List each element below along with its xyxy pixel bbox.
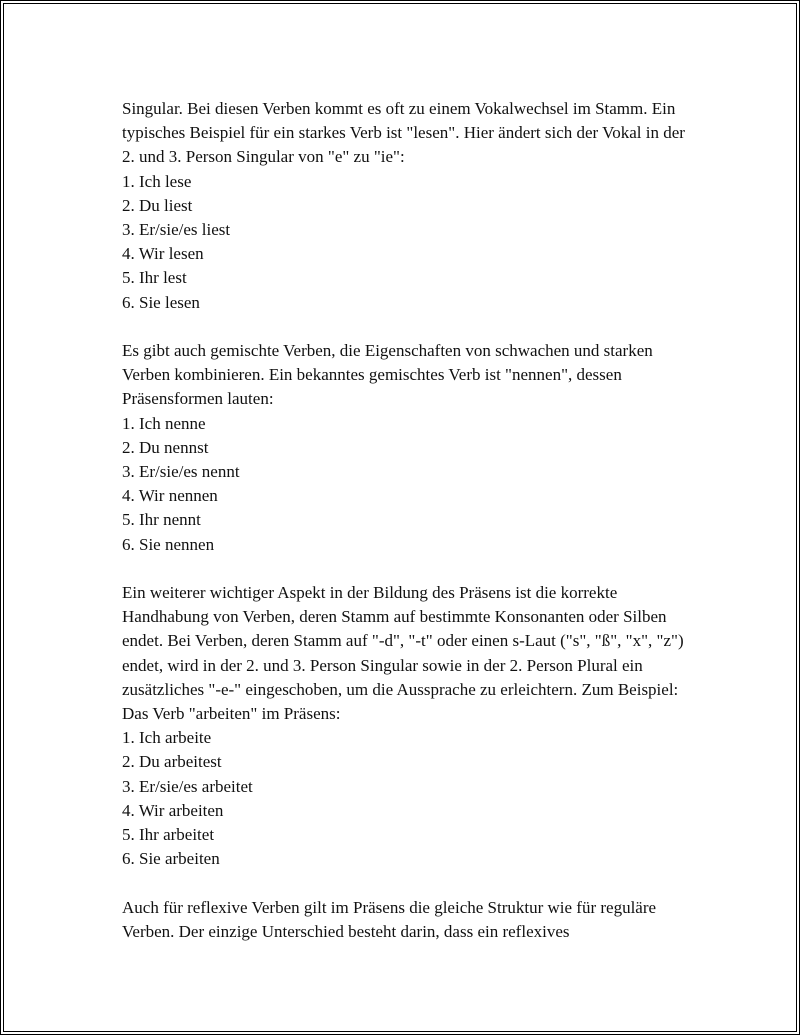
conjugation-list-lesen [122, 170, 692, 315]
list-item: 3. Er/sie/es liest [122, 220, 231, 240]
paragraph-spacer [122, 871, 692, 895]
list-item: 4. Wir nennen [122, 486, 218, 506]
paragraph-spacer [122, 557, 692, 581]
list-item: 5. Ihr lest [122, 268, 187, 288]
list-item: 4. Wir lesen [122, 244, 204, 264]
list-item: 2. Du nennst [122, 437, 209, 457]
list-item: 6. Sie arbeiten [122, 849, 220, 869]
list-item: 4. Wir arbeiten [122, 800, 224, 820]
paragraph-reflexive-verbs: Auch für reflexive Verben gilt im Präsens die gleiche Struktur wie für reguläre Verben. Der einzige Unterschied besteht darin, dass ein reflexives [122, 897, 657, 941]
list-item: 1. Ich nenne [122, 413, 206, 433]
paragraph-spacer [122, 315, 692, 339]
conjugation-list-arbeiten [122, 726, 692, 871]
list-item: 6. Sie nennen [122, 534, 215, 554]
paragraph-stem-endings: Ein weiterer wichtiger Aspekt in der Bildung des Präsens ist die korrekte Handhabung von Verben, deren Stamm auf bestimmte Konsonanten oder Silben endet. Bei Verben, deren Stamm auf "-d", "-t" oder einen s-Laut ("s", "ß", "x", "z") endet, wird in der 2. und 3. Person Singular sowie in der 2. Person Plural ein zusätzliches "-e-" eingeschoben, um die Aussprache zu erleichtern. Zum Beispiel: Das Verb "arbeiten" im Präsens: [122, 583, 684, 724]
list-item: 2. Du liest [122, 195, 193, 215]
list-item: 3. Er/sie/es arbeitet [122, 776, 253, 796]
paragraph-mixed-verbs: Es gibt auch gemischte Verben, die Eigenschaften von schwachen und starken Verben kombinieren. Ein bekanntes gemischtes Verb ist "nennen", dessen Präsensformen lauten: [122, 341, 653, 409]
list-item: 6. Sie lesen [122, 292, 200, 312]
paragraph-strong-verbs: Singular. Bei diesen Verben kommt es oft zu einem Vokalwechsel im Stamm. Ein typisches Beispiel für ein starkes Verb ist "lesen". Hier ändert sich der Vokal in der 2. und 3. Person Singular von "e" zu "ie": [122, 99, 685, 167]
conjugation-list-nennen [122, 412, 692, 557]
document-body [122, 97, 692, 944]
list-item: 1. Ich arbeite [122, 728, 212, 748]
list-item: 5. Ihr nennt [122, 510, 201, 530]
list-item: 1. Ich lese [122, 171, 192, 191]
list-item: 2. Du arbeitest [122, 752, 222, 772]
list-item: 5. Ihr arbeitet [122, 825, 215, 845]
list-item: 3. Er/sie/es nennt [122, 462, 240, 482]
